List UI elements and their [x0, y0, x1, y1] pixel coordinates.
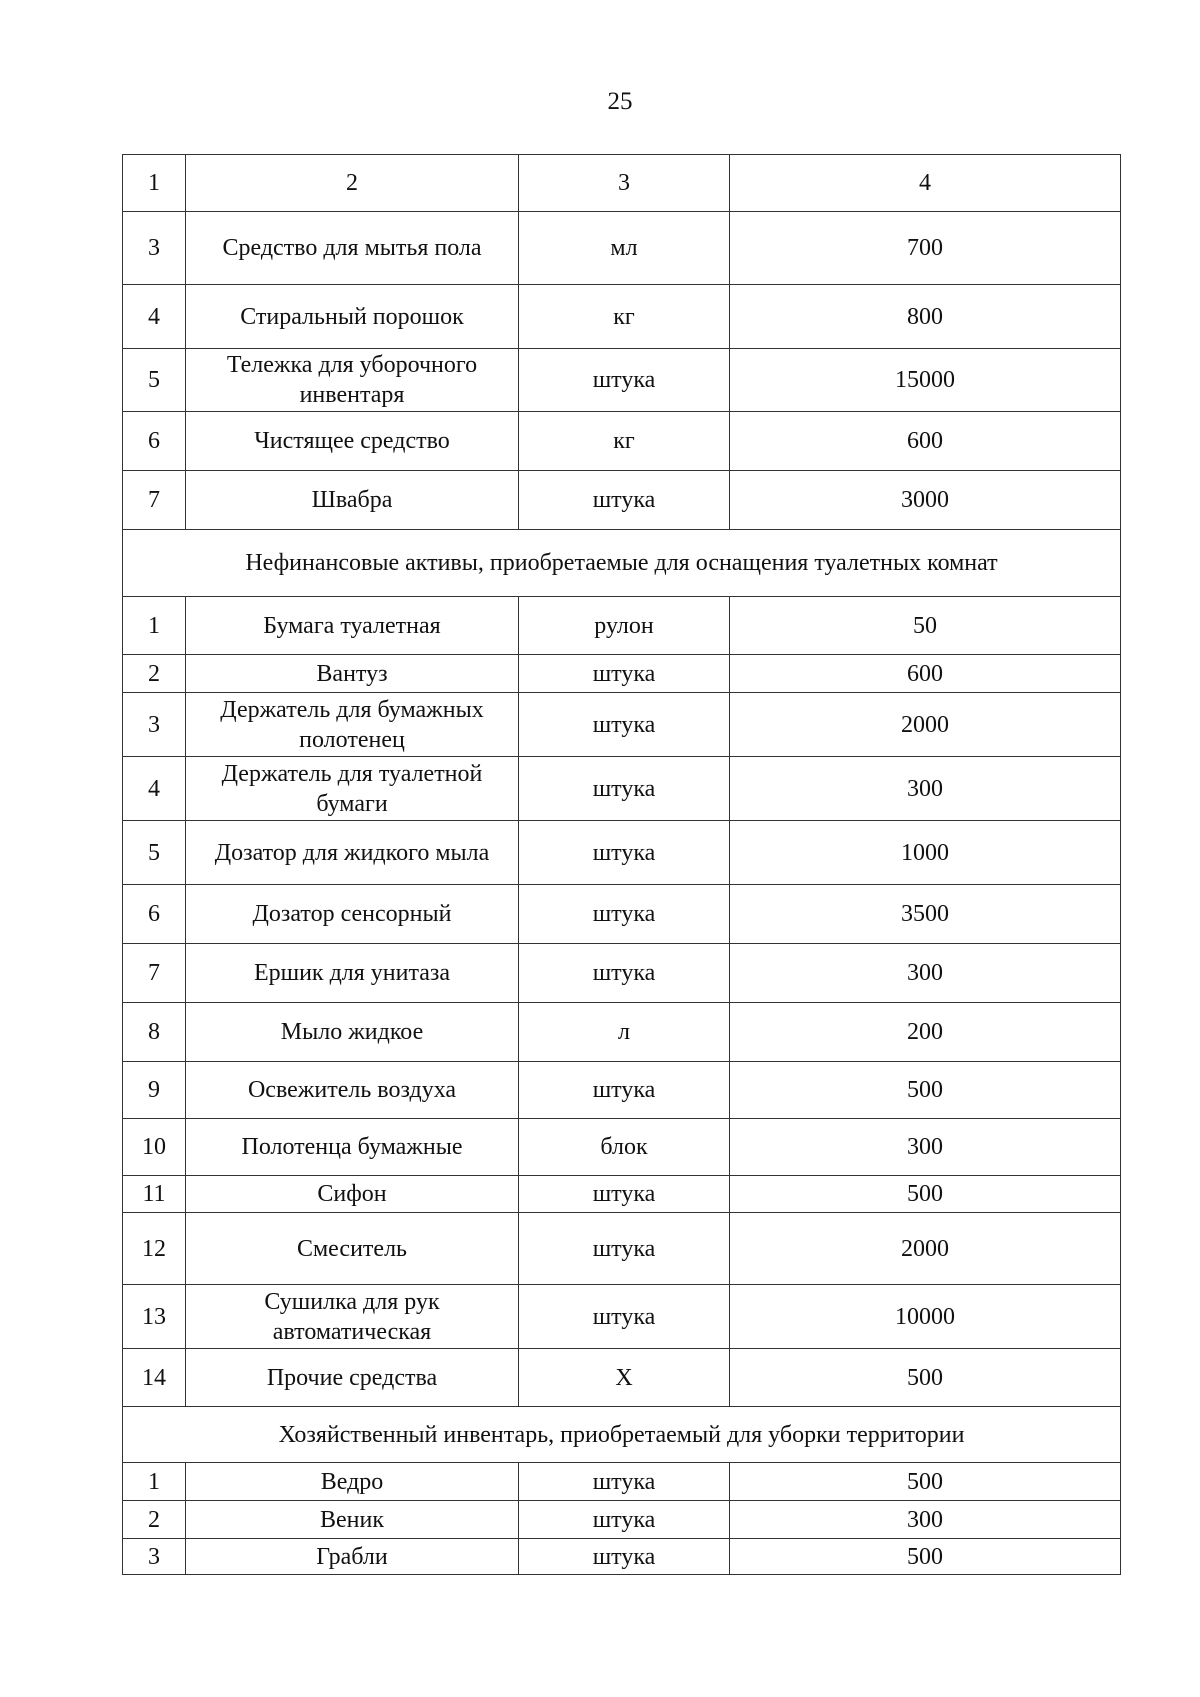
- row-unit: штука: [519, 885, 730, 944]
- section-title: Нефинансовые активы, приобретаемые для оснащения туалетных комнат: [123, 530, 1121, 597]
- table-row: [123, 1003, 1121, 1062]
- row-name: Смеситель: [186, 1213, 519, 1285]
- row-unit: штука: [519, 1501, 730, 1539]
- row-unit: штука: [519, 693, 730, 757]
- row-name: Прочие средства: [186, 1349, 519, 1407]
- row-number: 3: [123, 1539, 186, 1575]
- row-number: 7: [123, 944, 186, 1003]
- row-number: 1: [123, 597, 186, 655]
- row-unit: штука: [519, 1463, 730, 1501]
- row-number: 2: [123, 1501, 186, 1539]
- row-number: 4: [123, 285, 186, 349]
- row-unit: штука: [519, 944, 730, 1003]
- row-number: 6: [123, 885, 186, 944]
- row-name: Освежитель воздуха: [186, 1062, 519, 1119]
- table-header-row: [123, 155, 1121, 212]
- row-name: Держатель для бумажных полотенец: [186, 693, 519, 757]
- row-unit: кг: [519, 285, 730, 349]
- row-unit: Х: [519, 1349, 730, 1407]
- table-row: [123, 597, 1121, 655]
- row-number: 7: [123, 471, 186, 530]
- items-table: [122, 154, 1121, 1575]
- row-number: 2: [123, 655, 186, 693]
- table-row: [123, 1213, 1121, 1285]
- row-price: 3000: [730, 471, 1121, 530]
- row-price: 2000: [730, 693, 1121, 757]
- row-name: Стиральный порошок: [186, 285, 519, 349]
- row-unit: штука: [519, 1176, 730, 1213]
- row-name: Мыло жидкое: [186, 1003, 519, 1062]
- row-unit: штука: [519, 821, 730, 885]
- table-row: [123, 349, 1121, 412]
- header-cell: 4: [730, 155, 1121, 212]
- table-row: [123, 1119, 1121, 1176]
- table-row: [123, 693, 1121, 757]
- table-row: [123, 412, 1121, 471]
- row-price: 500: [730, 1349, 1121, 1407]
- row-unit: рулон: [519, 597, 730, 655]
- table-row: [123, 1349, 1121, 1407]
- row-unit: штука: [519, 757, 730, 821]
- row-name: Бумага туалетная: [186, 597, 519, 655]
- row-name: Средство для мытья пола: [186, 212, 519, 285]
- table-row: [123, 1062, 1121, 1119]
- row-number: 13: [123, 1285, 186, 1349]
- row-price: 200: [730, 1003, 1121, 1062]
- row-price: 300: [730, 757, 1121, 821]
- table-row: [123, 944, 1121, 1003]
- table-row: [123, 757, 1121, 821]
- row-name: Ведро: [186, 1463, 519, 1501]
- row-number: 10: [123, 1119, 186, 1176]
- row-price: 50: [730, 597, 1121, 655]
- header-cell: 1: [123, 155, 186, 212]
- page-number: 25: [607, 88, 633, 115]
- row-number: 9: [123, 1062, 186, 1119]
- row-price: 2000: [730, 1213, 1121, 1285]
- table-row: [123, 885, 1121, 944]
- table-row: [123, 821, 1121, 885]
- row-unit: мл: [519, 212, 730, 285]
- row-price: 500: [730, 1539, 1121, 1575]
- header-cell: 3: [519, 155, 730, 212]
- row-price: 700: [730, 212, 1121, 285]
- table-row: [123, 471, 1121, 530]
- row-unit: штука: [519, 1539, 730, 1575]
- row-number: 14: [123, 1349, 186, 1407]
- row-price: 300: [730, 944, 1121, 1003]
- row-price: 600: [730, 412, 1121, 471]
- row-price: 1000: [730, 821, 1121, 885]
- table-row: [123, 1176, 1121, 1213]
- row-unit: штука: [519, 1285, 730, 1349]
- table-row: [123, 212, 1121, 285]
- table-row: [123, 1539, 1121, 1575]
- row-price: 15000: [730, 349, 1121, 412]
- table-row: [123, 655, 1121, 693]
- row-name: Чистящее средство: [186, 412, 519, 471]
- row-number: 1: [123, 1463, 186, 1501]
- row-unit: блок: [519, 1119, 730, 1176]
- row-unit: штука: [519, 349, 730, 412]
- row-name: Дозатор сенсорный: [186, 885, 519, 944]
- row-name: Веник: [186, 1501, 519, 1539]
- section-row: [123, 1407, 1121, 1463]
- row-price: 500: [730, 1062, 1121, 1119]
- table-row: [123, 1463, 1121, 1501]
- row-name: Дозатор для жидкого мыла: [186, 821, 519, 885]
- row-name: Ершик для унитаза: [186, 944, 519, 1003]
- section-title: Хозяйственный инвентарь, приобретаемый для уборки территории: [123, 1407, 1121, 1463]
- table-row: [123, 1285, 1121, 1349]
- row-price: 500: [730, 1176, 1121, 1213]
- row-number: 12: [123, 1213, 186, 1285]
- row-name: Грабли: [186, 1539, 519, 1575]
- row-price: 800: [730, 285, 1121, 349]
- row-unit: штука: [519, 1213, 730, 1285]
- row-name: Тележка для уборочного инвентаря: [186, 349, 519, 412]
- row-price: 10000: [730, 1285, 1121, 1349]
- row-unit: штука: [519, 471, 730, 530]
- row-name: Швабра: [186, 471, 519, 530]
- row-unit: кг: [519, 412, 730, 471]
- row-unit: штука: [519, 655, 730, 693]
- row-price: 300: [730, 1501, 1121, 1539]
- row-unit: л: [519, 1003, 730, 1062]
- row-number: 4: [123, 757, 186, 821]
- row-name: Сушилка для рук автоматическая: [186, 1285, 519, 1349]
- table-row: [123, 1501, 1121, 1539]
- row-price: 3500: [730, 885, 1121, 944]
- row-unit: штука: [519, 1062, 730, 1119]
- row-number: 11: [123, 1176, 186, 1213]
- row-name: Сифон: [186, 1176, 519, 1213]
- row-number: 3: [123, 693, 186, 757]
- row-number: 8: [123, 1003, 186, 1062]
- row-number: 6: [123, 412, 186, 471]
- row-price: 500: [730, 1463, 1121, 1501]
- section-row: [123, 530, 1121, 597]
- table-row: [123, 285, 1121, 349]
- row-price: 300: [730, 1119, 1121, 1176]
- row-number: 5: [123, 349, 186, 412]
- header-cell: 2: [186, 155, 519, 212]
- row-name: Держатель для туалетной бумаги: [186, 757, 519, 821]
- row-name: Вантуз: [186, 655, 519, 693]
- row-price: 600: [730, 655, 1121, 693]
- row-name: Полотенца бумажные: [186, 1119, 519, 1176]
- row-number: 5: [123, 821, 186, 885]
- row-number: 3: [123, 212, 186, 285]
